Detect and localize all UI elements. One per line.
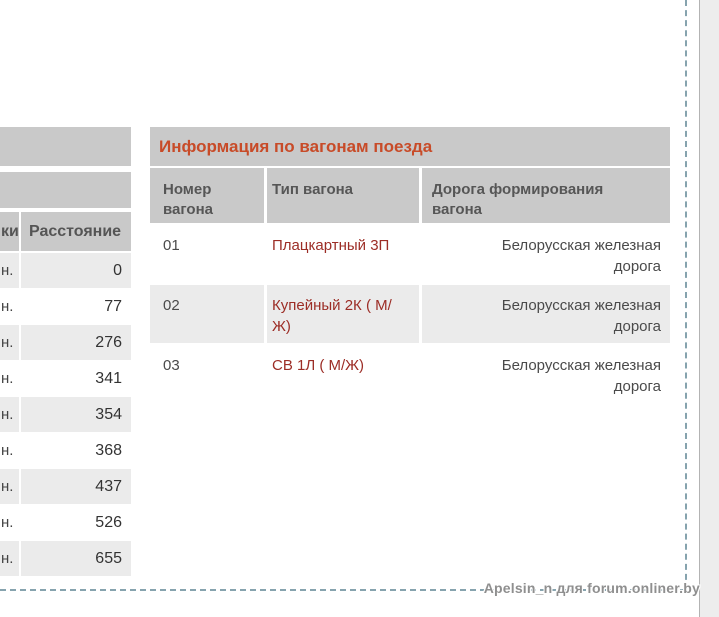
distance-value: 526	[21, 505, 131, 540]
forming-road-header	[422, 168, 670, 223]
wagon-number-header: Номер вагона	[150, 168, 264, 223]
stop-minutes-partial: н.	[0, 397, 19, 432]
wagon-row	[150, 345, 670, 403]
wagon-number: 01	[150, 225, 264, 283]
stop-minutes-partial: н.	[0, 361, 19, 396]
forming-road-cell	[422, 285, 670, 343]
distance-value: 77	[21, 289, 131, 324]
route-row	[0, 325, 131, 360]
wagon-row	[150, 285, 670, 343]
wagon-type-line: Плацкартный 3П	[272, 237, 390, 254]
route-table-subheader-bar	[0, 172, 131, 208]
forming-road-cell	[422, 225, 670, 283]
stop-minutes-partial: н.	[0, 469, 19, 504]
distance-value: 655	[21, 541, 131, 576]
distance-value: 368	[21, 433, 131, 468]
watermark: Apelsin_n для forum.onliner.by	[483, 580, 700, 596]
selection-dash-vertical	[685, 0, 687, 590]
stop-minutes-partial: н.	[0, 325, 19, 360]
forming-road-header-label: Дорога формирования вагона	[432, 181, 604, 218]
stop-minutes-partial: н.	[0, 253, 19, 288]
wagons-table-body	[150, 225, 670, 403]
wagon-number: 02	[150, 285, 264, 343]
wagon-type-cell	[267, 285, 419, 343]
wagons-table-header	[150, 168, 670, 223]
route-row	[0, 469, 131, 504]
route-row	[0, 397, 131, 432]
wagon-type-cell	[267, 225, 419, 283]
forming-road-line: дорога	[613, 318, 661, 335]
stops-column-header-partial: ки	[0, 212, 19, 251]
wagon-type-link[interactable]	[272, 235, 415, 256]
route-table-title-bar	[0, 127, 131, 166]
wagon-type-line: Ж)	[272, 318, 291, 335]
page-right-edge-strip	[699, 0, 719, 617]
distance-value: 0	[21, 253, 131, 288]
forming-road-line: дорога	[613, 258, 661, 275]
wagon-type-line: Купейный 2К ( М/	[272, 297, 392, 314]
stop-minutes-partial: н.	[0, 433, 19, 468]
distance-value: 276	[21, 325, 131, 360]
wagon-type-line: СВ 1Л ( М/Ж)	[272, 357, 365, 374]
route-row	[0, 253, 131, 288]
distance-column-header: Расстояние	[21, 212, 131, 251]
wagons-info-title: Информация по вагонам поезда	[150, 127, 670, 166]
route-row	[0, 289, 131, 324]
wagon-type-header: Тип вагона	[267, 168, 419, 223]
forming-road-line: Белорусская железная	[501, 357, 661, 374]
forming-road-line: Белорусская железная	[501, 297, 661, 314]
wagon-type-cell	[267, 345, 419, 403]
wagon-number: 03	[150, 345, 264, 403]
forming-road-line: Белорусская железная	[501, 237, 661, 254]
forming-road-line: дорога	[613, 378, 661, 395]
distance-value: 341	[21, 361, 131, 396]
stop-minutes-partial: н.	[0, 541, 19, 576]
stop-minutes-partial: н.	[0, 289, 19, 324]
forming-road-cell	[422, 345, 670, 403]
distance-value: 437	[21, 469, 131, 504]
wagon-type-link[interactable]	[272, 295, 415, 337]
route-row	[0, 433, 131, 468]
route-table-header	[0, 212, 131, 251]
route-row	[0, 541, 131, 576]
route-table-body	[0, 253, 131, 576]
wagon-type-link[interactable]	[272, 355, 415, 376]
wagon-row	[150, 225, 670, 283]
route-row	[0, 361, 131, 396]
stop-minutes-partial: н.	[0, 505, 19, 540]
distance-value: 354	[21, 397, 131, 432]
route-row	[0, 505, 131, 540]
